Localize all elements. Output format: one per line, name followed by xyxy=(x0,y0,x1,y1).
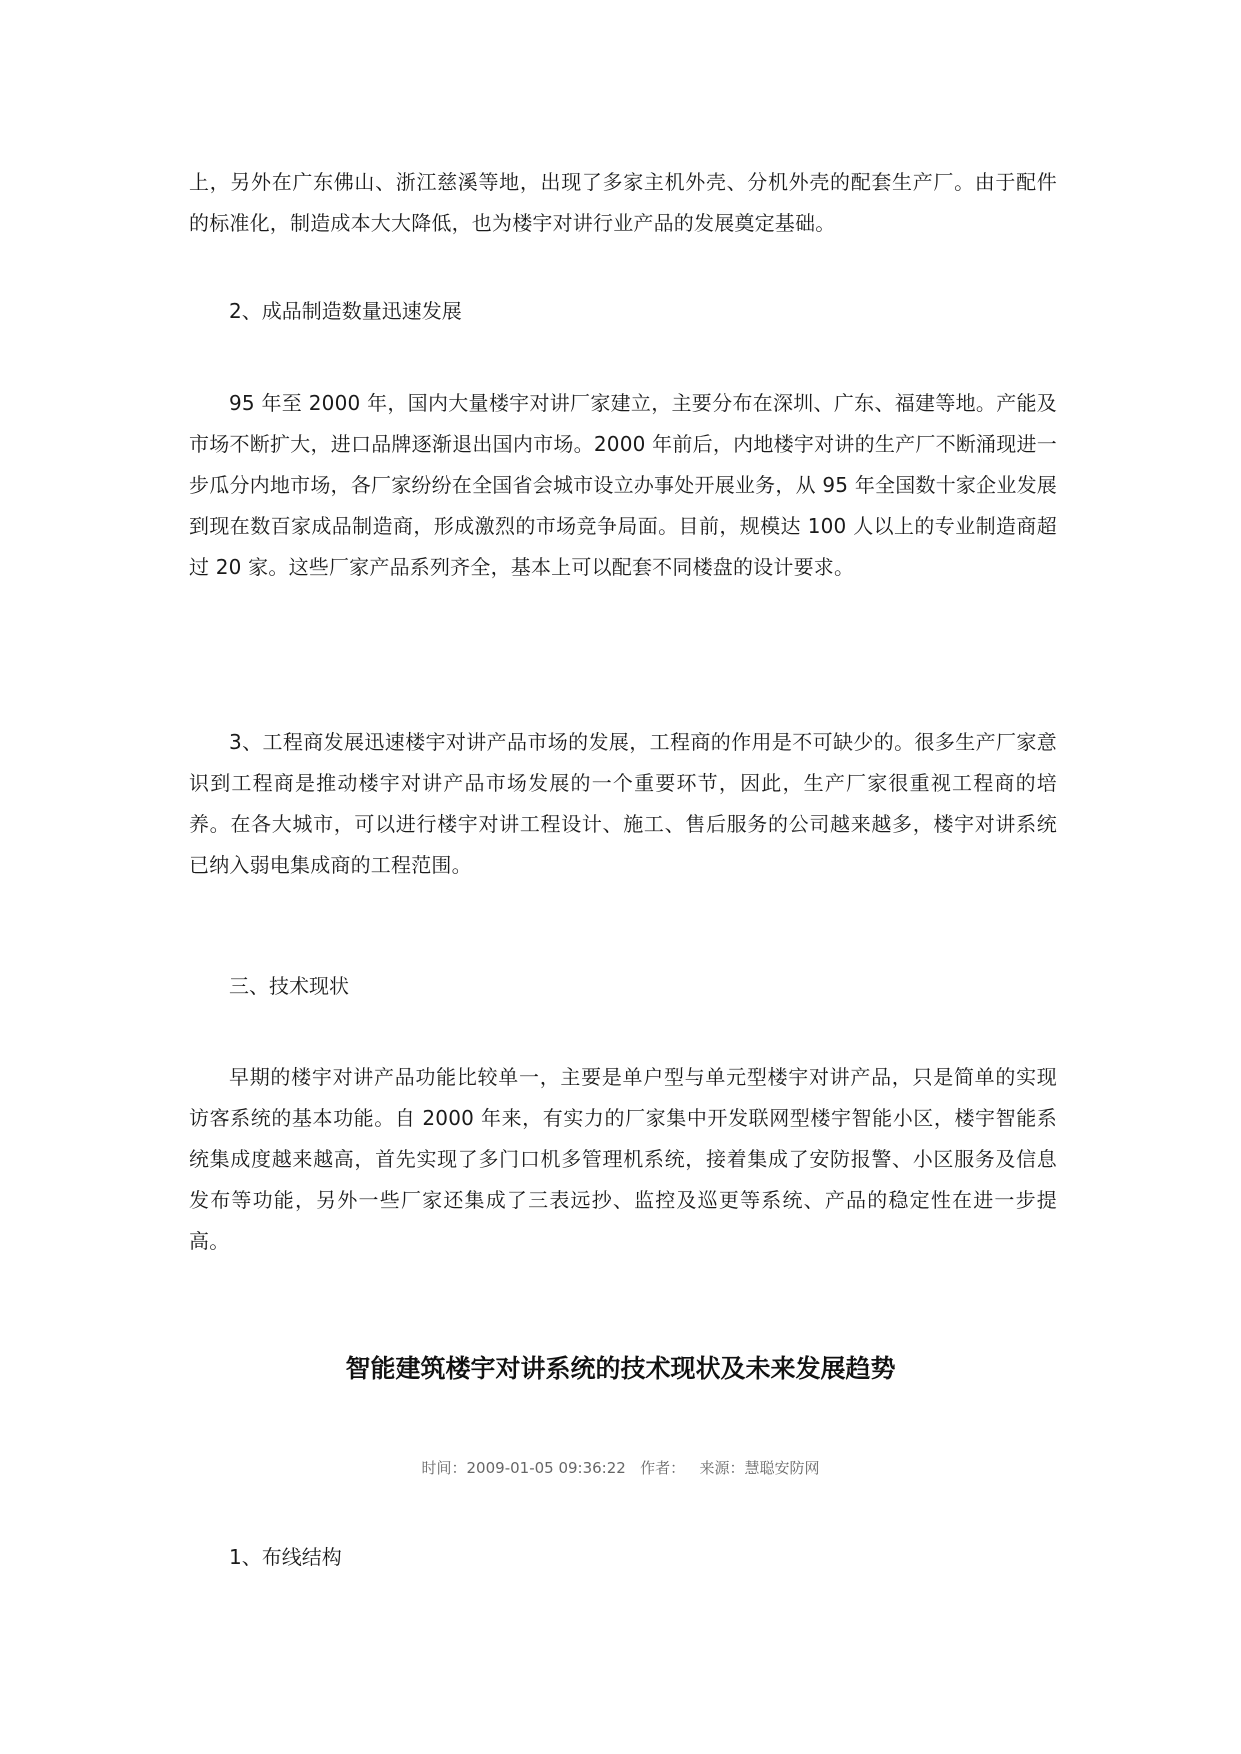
heading-product-manufacturing: 2、成品制造数量迅速发展 xyxy=(229,299,462,323)
heading-technical-status: 三、技术现状 xyxy=(229,974,349,998)
time-label: 时间： xyxy=(421,1459,467,1477)
source-value: 慧聪安防网 xyxy=(744,1459,820,1477)
paragraph-engineering-firms: 3、工程商发展迅速楼宇对讲产品市场的发展，工程商的作用是不可缺少的。很多生产厂家意识到工程商是推动楼宇对讲产品市场发展的一个重要环节，因此，生产厂家很重视工程商的培养。在各大城市，可以进行楼宇对讲工程设计、施工、售后服务的公司越来越多，楼宇对讲系统已纳入弱电集成商的工程范围。 xyxy=(189,730,1057,877)
paragraph-manufacturers: 95 年至 2000 年，国内大量楼宇对讲厂家建立，主要分布在深圳、广东、福建等地。产能及市场不断扩大，进口品牌逐渐退出国内市场。2000 年前后，内地楼宇对讲的生产厂不断涌现进一步瓜分内地市场，各厂家纷纷在全国省会城市设立办事处开展业务，从 95 年全国数十家企业发展到现在数百家成品制造商，形成激烈的市场竞争局面。目前，规模达 100 人以上的专业制造商超过 20 家。这些厂家产品系列齐全，基本上可以配套不同楼盘的设计要求。 xyxy=(189,391,1057,579)
author-label: 作者： xyxy=(640,1459,686,1477)
time-value: 2009-01-05 09:36:22 xyxy=(466,1459,626,1477)
article-meta xyxy=(0,1456,1241,1480)
article-title: 智能建筑楼宇对讲系统的技术现状及未来发展趋势 xyxy=(345,1354,896,1383)
source-label: 来源： xyxy=(699,1459,745,1477)
paragraph-early-products: 早期的楼宇对讲产品功能比较单一，主要是单户型与单元型楼宇对讲产品，只是简单的实现访客系统的基本功能。自 2000 年来，有实力的厂家集中开发联网型楼宇智能小区，楼宇智能系统集成度越来越高，首先实现了多门口机多管理机系统，接着集成了安防报警、小区服务及信息发布等功能，另外一些厂家还集成了三表远抄、监控及巡更等系统、产品的稳定性在进一步提高。 xyxy=(189,1065,1057,1253)
heading-wiring-structure: 1、布线结构 xyxy=(229,1545,342,1569)
paragraph-fittings: 上，另外在广东佛山、浙江慈溪等地，出现了多家主机外壳、分机外壳的配套生产厂。由于配件的标准化，制造成本大大降低，也为楼宇对讲行业产品的发展奠定基础。 xyxy=(189,170,1057,235)
